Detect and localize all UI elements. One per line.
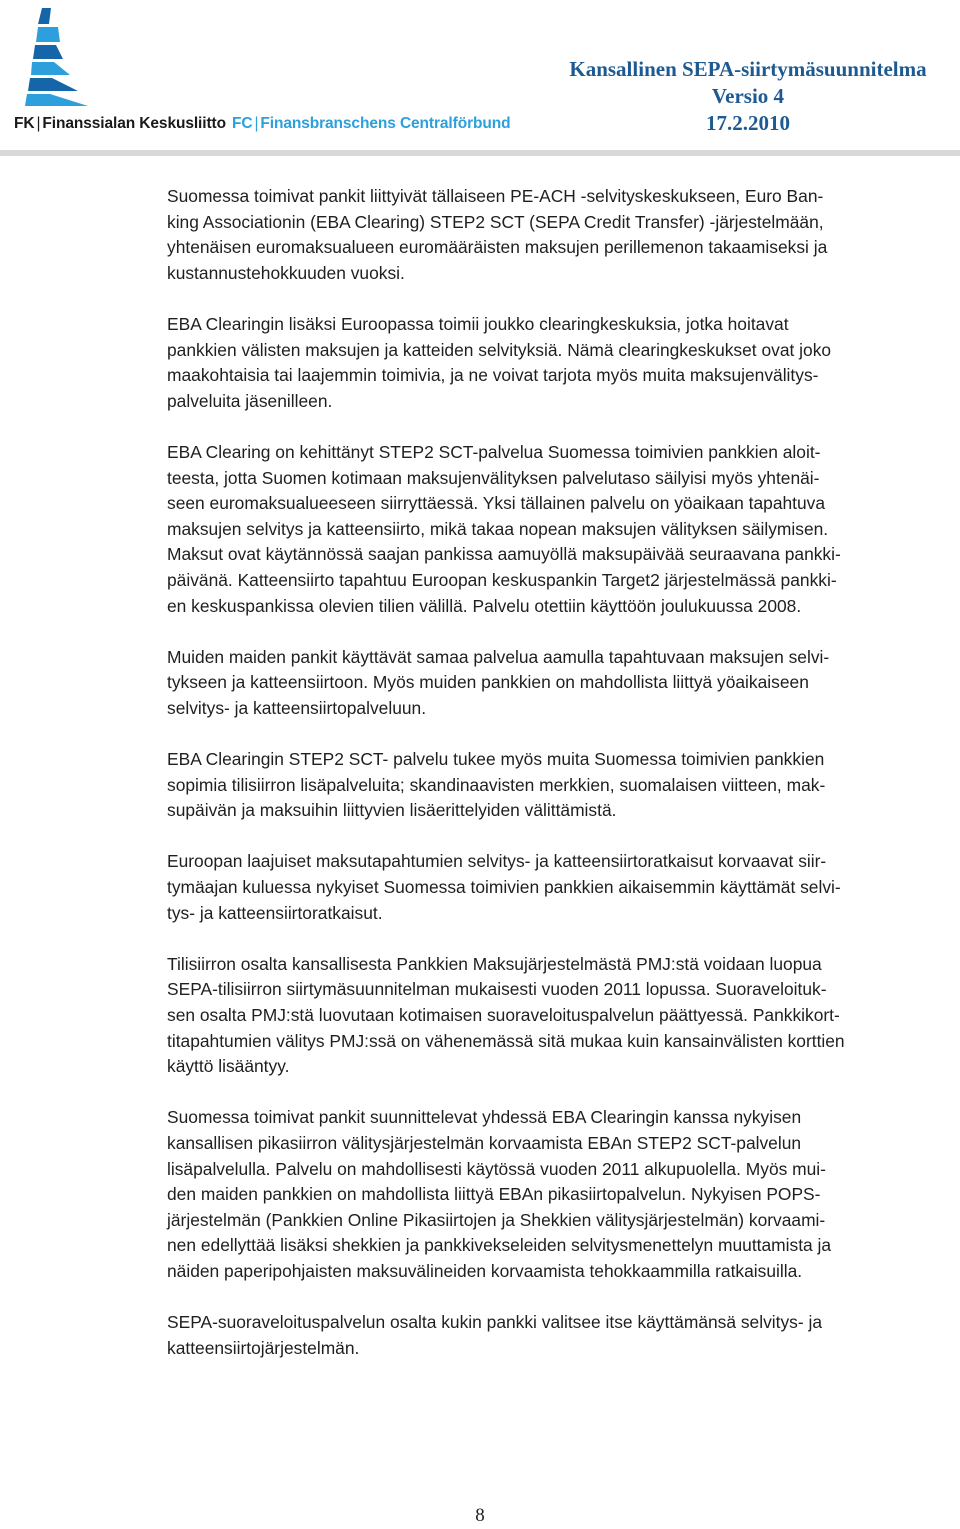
paragraph: Suomessa toimivat pankit suunnittelevat yhdessä EBA Clearingin kanssa nykyisen kansallisen pikasiirron välitysjärjestelmän korvaamista EBAn STEP2 SCT-palvelun lisäpalvelulla. Palvelu on mahdollisesti käytössä vuoden 2011 alkupuolella. Myös mui- den maiden pankkien on mahdollista liittyä EBAn pikasiirtopalvelun. Nykyisen POPS- järjestelmän (Pankkien Online Pikasiirtojen ja Shekkien välitysjärjestelmän) korvaami- nen edellyttää lisäksi shekkien ja pankkivekseleiden selvitysmenettelyn muuttamista ja näiden paperipohjaisten maksuvälineiden korvaamista tehokkaammilla ratkaisuilla.	[167, 1107, 832, 1281]
document-title: Kansallinen SEPA-siirtymäsuunnitelma	[569, 57, 927, 81]
paragraph: EBA Clearing on kehittänyt STEP2 SCT-palvelua Suomessa toimivien pankkien aloit- teesta, jotta Suomen kotimaan maksujenvälityksen palvelutaso säilyisi myös yhtenäi- seen euromaksualueeseen siirryttäessä. Yksi tällainen palvelu on yöaikaan tapahtuva maksujen selvitys ja katteensiirto, mikä takaa nopean maksujen välityksen säilymisen. Maksut ovat käytännössä saajan pankissa aamuyöllä maksupäivää seuraavana pankki- päivänä. Katteensiirto tapahtuu Euroopan keskuspankin Target2 järjestelmässä pankki- en keskuspankissa olevien tilien välillä. Palvelu otettiin käyttöön joulukuussa 2008.	[167, 441, 841, 616]
org-fc-name: Finansbranschens Centralförbund	[260, 115, 511, 132]
paragraph: Euroopan laajuiset maksutapahtumien selvitys- ja katteensiirtoratkaisut korvaavat siir- tymäajan kuluessa nykyiset Suomessa toimivien pankkien aikaisemmin käyttämät selvi- tys- ja katteensiirtoratkaisut.	[167, 851, 841, 923]
org-fk-abbr: FK	[14, 115, 35, 132]
organization-name: FK | Finanssialan Keskusliitto FC | Finansbranschens Centralförbund	[14, 115, 511, 132]
paragraph: EBA Clearingin STEP2 SCT- palvelu tukee myös muita Suomessa toimivien pankkien sopimia tilisiirron lisäpalveluita; skandinaavisten merkkien, suomalaisen viitteen, mak- supäivän ja maksuihin liittyvien lisäerittelyiden välittämistä.	[167, 749, 826, 821]
page-header	[0, 0, 960, 160]
document-version: Versio 4	[711, 84, 785, 108]
org-fc-abbr: FC	[231, 115, 253, 132]
header-divider	[0, 150, 960, 156]
paragraph: Muiden maiden pankit käyttävät samaa palvelua aamulla tapahtuvaan maksujen selvi- tykseen ja katteensiirtoon. Myös muiden pankkien on mahdollista liittyä yöaikaiseen selvitys- ja katteensiirtopalveluun.	[167, 646, 830, 718]
paragraph: Tilisiirron osalta kansallisesta Pankkien Maksujärjestelmästä PMJ:stä voidaan luopua SEPA-tilisiirron siirtymäsuunnitelman mukaisesti vuoden 2011 lopussa. Suoraveloituk- sen osalta PMJ:stä luovutaan kotimaisen suoraveloituspalvelun päättyessä. Pankkikort- titapahtumien välitys PMJ:ssä on vähenemässä sitä mukaa kuin kansainvälisten korttien käyttö lisääntyy.	[167, 953, 845, 1077]
document-date: 17.2.2010	[706, 111, 790, 135]
paragraph: EBA Clearingin lisäksi Euroopassa toimii joukko clearingkeskuksia, jotka hoitavat pankkien välisten maksujen ja katteiden selvityksiä. Nämä clearingkeskukset ovat joko maakohtaisia tai laajemmin toimivia, ja ne voivat tarjota myös muita maksujenvälitys- palveluita jäsenilleen.	[167, 313, 832, 411]
body-text	[167, 184, 912, 1387]
document-title-block	[548, 56, 948, 137]
org-fk-name: Finanssialan Keskusliitto	[42, 115, 226, 132]
paragraph: SEPA-suoraveloituspalvelun osalta kukin pankki valitsee itse käyttämänsä selvitys- ja katteensiirtojärjestelmän.	[167, 1312, 823, 1358]
page-number: 8	[475, 1505, 485, 1526]
fk-logo-icon	[22, 8, 90, 106]
paragraph: Suomessa toimivat pankit liittyivät tällaiseen PE-ACH -selvityskeskukseen, Euro Ban- king Associationin (EBA Clearing) STEP2 SCT (SEPA Credit Transfer) -järjestelmään, yhtenäisen euromaksualueen euromääräisten maksujen perillemenon takaamiseksi ja kustannustehokkuuden vuoksi.	[167, 186, 828, 283]
